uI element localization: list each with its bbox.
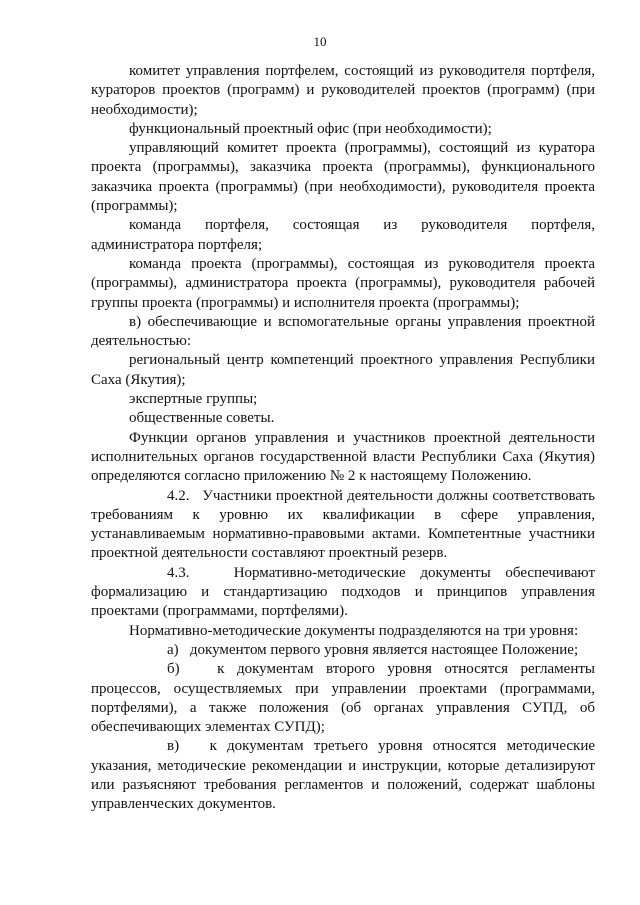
- paragraph-text: региональный центр компетенций проектного управления Республики Саха (Якутия);: [91, 352, 595, 388]
- paragraph-text: документом первого уровня является настоящее Положение;: [189, 641, 579, 658]
- paragraph-text: экспертные группы;: [129, 391, 258, 408]
- paragraph-label: а): [167, 641, 179, 658]
- paragraph: [91, 120, 595, 139]
- paragraph: [91, 564, 595, 622]
- paragraph-text: Нормативно-методические документы обеспечивают формализацию и стандартизацию подходов и принципов управления проектами (программами, портфелями).: [91, 564, 595, 620]
- paragraph: [91, 313, 595, 352]
- paragraph: [91, 487, 595, 564]
- paragraph: [91, 216, 595, 255]
- paragraph: [91, 62, 595, 120]
- paragraph-text: Участники проектной деятельности должны соответствовать требованиям к уровню их квалификации в сфере управления, устанавливаемым нормативно-правовыми актами. Компетентные участники проектной деятельности составляют проектный резерв.: [91, 487, 596, 562]
- document-body: [91, 62, 595, 815]
- paragraph-text: к документам третьего уровня относятся методические указания, методические рекомендации и инструкции, которые детализируют или разъясняют требования регламентов и положений, содержат шаблоны управленческих документов.: [91, 738, 596, 813]
- paragraph: [91, 660, 595, 737]
- paragraph: [91, 255, 595, 313]
- paragraph-label: б): [167, 661, 180, 678]
- paragraph: [91, 622, 595, 641]
- paragraph-label: 4.3.: [167, 564, 190, 581]
- paragraph-label: в): [167, 738, 180, 755]
- paragraph-label: 4.2.: [167, 487, 190, 504]
- paragraph-text: общественные советы.: [129, 410, 275, 427]
- paragraph-text: команда проекта (программы), состоящая из руководителя проекта (программы), администратора проекта (программы), руководителя рабочей группы проекта (программы) и исполнителя проекта (программы);: [91, 255, 595, 311]
- paragraph-text: Нормативно-методические документы подразделяются на три уровня:: [129, 622, 579, 639]
- paragraph-text: к документам второго уровня относятся регламенты процессов, осуществляемых при управлении проектами (программами, портфелями), а также положения (об органах управления СУПД, об обеспечивающих элементах СУПД);: [91, 661, 595, 736]
- paragraph-text: функциональный проектный офис (при необходимости);: [129, 120, 492, 137]
- paragraph: [91, 409, 595, 428]
- paragraph-text: комитет управления портфелем, состоящий из руководителя портфеля, кураторов проектов (программ) и руководителей проектов (программ) (при необходимости);: [91, 63, 595, 118]
- paragraph-text: управляющий комитет проекта (программы), состоящий из куратора проекта (программы), заказчика проекта (программы), функционального заказчика проекта (программы) (при необходимости), руководителя проекта (программы);: [91, 140, 595, 215]
- page-number: 10: [313, 34, 327, 49]
- paragraph: [91, 737, 595, 814]
- paragraph-text: в) обеспечивающие и вспомогательные органы управления проектной деятельностью:: [91, 313, 595, 350]
- paragraph: [91, 139, 595, 216]
- paragraph: [91, 390, 595, 409]
- paragraph: [91, 641, 595, 660]
- paragraph: [91, 429, 595, 487]
- paragraph: [91, 351, 595, 390]
- paragraph-text: Функции органов управления и участников проектной деятельности исполнительных органов государственной власти Республики Саха (Якутия) определяются согласно приложению № 2 к настоящему Положению.: [91, 429, 595, 485]
- paragraph-text: команда портфеля, состоящая из руководителя портфеля, администратора портфеля;: [91, 217, 595, 253]
